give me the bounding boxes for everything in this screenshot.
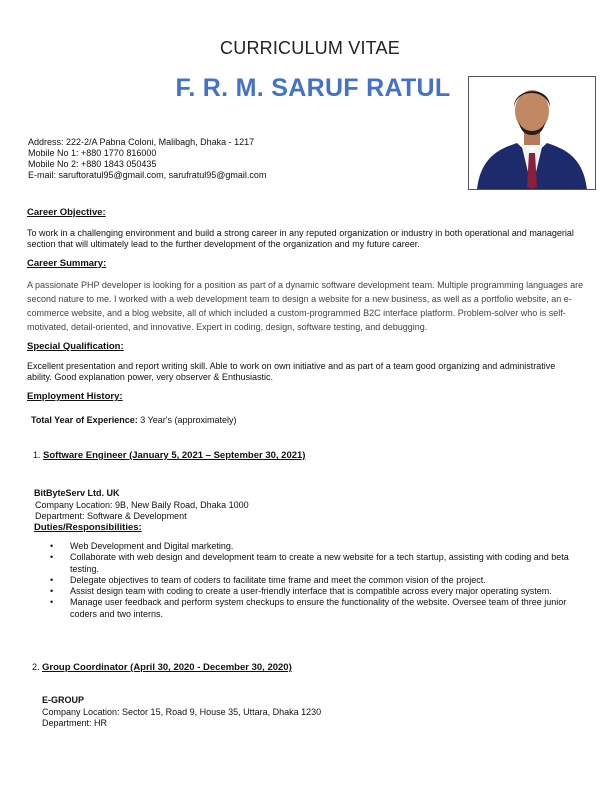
job-1-heading — [33, 450, 305, 461]
duty-item: • Collaborate with web design and development team to create a new website for a tech startup, assisting with coding and beta testing. — [33, 552, 573, 575]
career-objective-heading: Career Objective: — [27, 207, 106, 218]
special-qualification-text: Excellent presentation and report writing skill. Able to work on own initiative and as part of a team good organizing and administrative ability. Good explanation power, very observer & Enthusiastic. — [27, 361, 556, 383]
total-experience — [31, 415, 237, 425]
job-1-duties-heading: Duties/Responsibilities: — [34, 522, 142, 533]
job-2-title: Group Coordinator (April 30, 2020 - December 30, 2020) — [42, 662, 292, 673]
job-2-number: 2. — [32, 662, 40, 672]
contact-email: E-mail: saruftoratul95@gmail.com, sarufratul95@gmail.com — [28, 170, 267, 180]
career-summary-text: A passionate PHP developer is looking for a position as part of a dynamic software development team. Multiple programming languages are second nature to me. I worked with a web development team to design a website for a new business, as well as a portfolio website, an e-commerce website, and a blog website, all of which included a custom-programmed B2C interface platform. Problem-solver who is self-motivated, detail-oriented, and innovative. Expert in coding, design, software testing, and debugging. — [27, 280, 584, 332]
career-objective-text: To work in a challenging environment and build a strong career in any reputed organization or industry in both operational and managerial section that will ultimately lead to the further development of the organization and my future career. — [27, 228, 574, 250]
contact-address: Address: 222-2/A Pabna Coloni, Malibagh, Dhaka - 1217 — [28, 137, 255, 147]
duty-item: • Manage user feedback and perform system checkups to ensure the functionality of the website. Oversee team of three junior coders and two interns. — [33, 597, 573, 620]
job-2-department: Department: HR — [42, 718, 108, 728]
special-qualification-heading: Special Qualification: — [27, 341, 124, 352]
job-2-company: E-GROUP — [42, 695, 85, 705]
total-experience-label: Total Year of Experience: — [31, 415, 138, 425]
job-1-duties-list — [33, 541, 573, 620]
duty-item: • Delegate objectives to team of coders to facilitate time frame and meet the common vision of the project. — [33, 575, 573, 586]
job-1-location: Company Location: 9B, New Baily Road, Dhaka 1000 — [35, 500, 249, 510]
career-summary-heading: Career Summary: — [27, 258, 107, 269]
total-experience-value: 3 Year's (approximately) — [137, 415, 237, 425]
job-2-heading — [32, 662, 292, 673]
profile-photo — [468, 76, 596, 190]
employment-history-heading: Employment History: — [27, 391, 123, 402]
contact-mobile-1: Mobile No 1: +880 1770 816000 — [28, 148, 157, 158]
job-1-number: 1. — [33, 450, 41, 460]
candidate-name: F. R. M. SARUF RATUL — [175, 74, 451, 102]
contact-mobile-2: Mobile No 2: +880 1843 050435 — [28, 159, 157, 169]
duty-item: • Assist design team with coding to create a user-friendly interface that is compatible across every major operating system. — [33, 586, 573, 597]
job-1-title: Software Engineer (January 5, 2021 – September 30, 2021) — [43, 450, 306, 461]
job-1-department: Department: Software & Development — [35, 511, 187, 521]
job-2-location: Company Location: Sector 15, Road 9, House 35, Uttara, Dhaka 1230 — [42, 707, 322, 717]
job-1-company: BitByteServ Ltd. UK — [34, 488, 120, 498]
document-title: CURRICULUM VITAE — [220, 38, 400, 58]
duty-item: • Web Development and Digital marketing. — [33, 541, 573, 552]
